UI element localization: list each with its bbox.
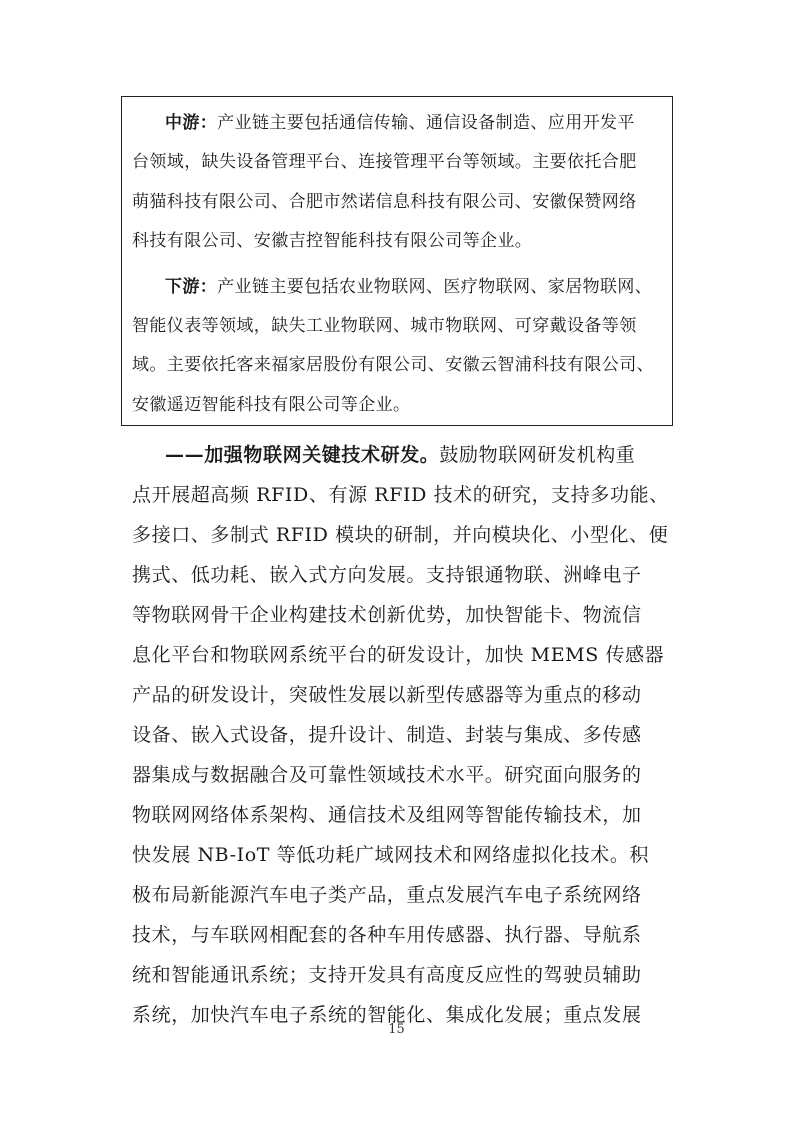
downstream-line-3: 域。主要依托客来福家居股份有限公司、安徽云智浦科技有限公司、 [132, 355, 654, 375]
midstream-text-1: 产业链主要包括通信传输、通信设备制造、应用开发平 [217, 113, 635, 133]
main-line-1 [165, 440, 635, 467]
main-line-14: 统和智能通讯系统；支持开发具有高度反应性的驾驶员辅助 [132, 964, 642, 986]
main-line-12: 极布局新能源汽车电子类产品，重点发展汽车电子系统网络 [132, 884, 642, 906]
main-line-15: 系统，加快汽车电子系统的智能化、集成化发展；重点发展 [132, 1004, 642, 1026]
midstream-label: 中游： [165, 113, 218, 133]
downstream-text-1: 产业链主要包括农业物联网、医疗物联网、家居物联网、 [217, 277, 653, 297]
main-line-4: 携式、低功耗、嵌入式方向发展。支持银通物联、洲峰电子 [132, 564, 642, 586]
section-heading: ——加强物联网关键技术研发。 [165, 444, 440, 466]
main-line-5: 等物联网骨干企业构建技术创新优势，加快智能卡、物流信 [132, 604, 642, 626]
downstream-label: 下游： [165, 277, 218, 297]
main-line-11: 快发展 NB-IoT 等低功耗广域网技术和网络虚拟化技术。积 [132, 844, 650, 866]
midstream-line-4: 科技有限公司、安徽吉控智能科技有限公司等企业。 [132, 231, 533, 251]
page-number: 15 [388, 1022, 405, 1037]
downstream-line-4: 安徽遥迈智能科技有限公司等企业。 [132, 395, 411, 415]
main-line-9: 器集成与数据融合及可靠性领域技术水平。研究面向服务的 [132, 764, 642, 786]
main-line-7: 产品的研发设计，突破性发展以新型传感器等为重点的移动 [132, 684, 642, 706]
downstream-line-2: 智能仪表等领域，缺失工业物联网、城市物联网、可穿戴设备等领 [132, 316, 637, 336]
midstream-line-1 [165, 108, 635, 133]
main-text-1: 鼓励物联网研发机构重 [439, 444, 636, 466]
main-line-13: 技术，与车联网相配套的各种车用传感器、执行器、导航系 [132, 924, 642, 946]
midstream-line-3: 萌猫科技有限公司、合肥市然诺信息科技有限公司、安徽保赞网络 [132, 192, 637, 212]
main-line-8: 设备、嵌入式设备，提升设计、制造、封装与集成、多传感 [132, 724, 642, 746]
industry-chain-box [121, 96, 673, 426]
downstream-line-1 [165, 272, 652, 297]
main-line-3: 多接口、多制式 RFID 模块的研制，并向模块化、小型化、便 [132, 524, 669, 546]
midstream-line-2: 台领域，缺失设备管理平台、连接管理平台等领域。主要依托合肥 [132, 152, 637, 172]
main-line-2: 点开展超高频 RFID、有源 RFID 技术的研究，支持多功能、 [132, 484, 669, 506]
main-line-10: 物联网网络体系架构、通信技术及组网等智能传输技术，加 [132, 804, 642, 826]
main-line-6: 息化平台和物联网系统平台的研发设计，加快 MEMS 传感器 [132, 644, 665, 666]
